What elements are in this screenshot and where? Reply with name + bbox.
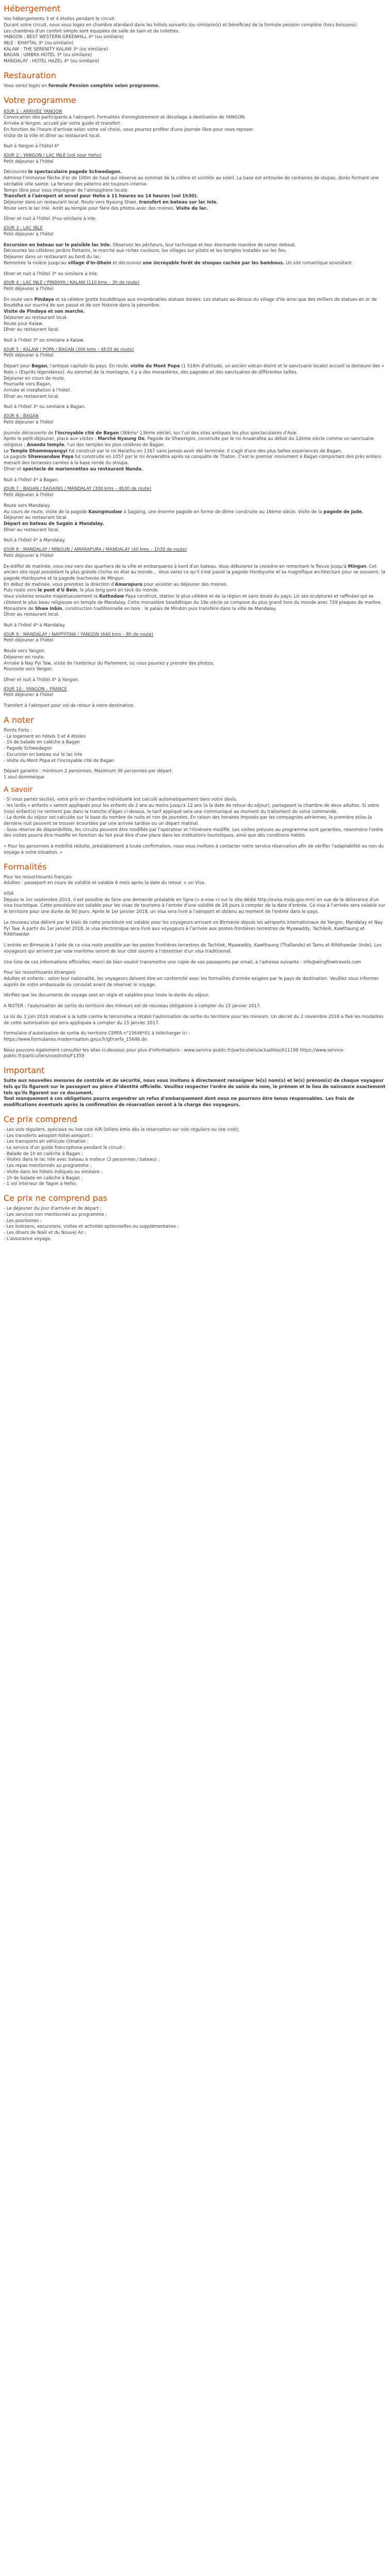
text-run: fut construite en 1057 par le roi Anawrahta après sa conquête de Thaton. C'est le premier monument à Bagan comportant des près entiers menant des terrasses carrées à la base ronde du stoupa. (4, 454, 382, 466)
text-line: Départ garantis : minimum 2 personnes. Maximum 36 personnes par départ. (4, 769, 173, 774)
text-run: Départ pour (4, 364, 32, 369)
text-line: - Visite dans les hôtels indiqués ou similaire ; (4, 1169, 103, 1175)
bold-text: Marché Nyaung Oo (97, 436, 145, 442)
text-line (4, 206, 387, 212)
text-line: - Les vols réguliers, spéciaux ou low cost A/R (billets émis dès la réservation sur vols réguliers ou low cost); (4, 1127, 239, 1132)
spacer (4, 644, 387, 649)
paragraph-block (4, 797, 387, 856)
text-run: En début de matinée, vous prendrez la direction d' (4, 582, 115, 587)
text-line: Transfert à l'aéroport pour vol de retour à votre destination. (4, 703, 135, 709)
text-line: Arrivée et installation à l'hôtel. (4, 388, 71, 394)
text-line: Adultes : passeport en cours de validité et valable 6 mois après la date du retour + un Visa. (4, 880, 206, 886)
text-line (4, 588, 387, 594)
text-line: Points Forts : (4, 728, 32, 733)
text-line: Dîner au restaurant local. (4, 394, 60, 399)
text-line: - La durée du séjour est calculée sur la base du nombre de nuits et non de journées. En raison des horaires imposés par les compagnies aériennes, la première et/ou la dernière nuit peuvent se trouver écourtées par une arrivée tardive ou un départ matinal. (4, 815, 372, 826)
text-line: - Les dîners de Noël et du Nouvel An ; (4, 1230, 87, 1236)
text-run: Journée découverte de (4, 430, 55, 436)
text-line: - Le logement en hôtels 3 et 4 étoiles (4, 734, 86, 739)
text-line: Petit déjeuner à l'hôtel (4, 159, 54, 164)
bold-text: Bagan (31, 364, 47, 369)
paragraph-block (4, 1078, 387, 1109)
text-run: Après le petit-déjeuner, place aux visites : (4, 436, 98, 442)
text-line (4, 170, 387, 176)
text-line: - les lardis « enfants » seront appliqués pour les enfants de 2 ans au moins jusqu'à 12 ans (à la date de retour du séjour), partageant la chambre de deux adultes. Si votre (nos) enfant(s) ne rentrent pas dans la tranche d'âges ci-dessus, le tarif appliqué sera une communiqué au moment du traitement de votre commande. (4, 803, 379, 815)
paragraph-block (4, 16, 387, 65)
text-line (4, 606, 387, 613)
text-line (4, 582, 387, 588)
text-line: Formulaire d'autorisation de sortie du territoire CERFA n°15646*01 à télécharger ici : (4, 1031, 190, 1037)
text-line: Adultes et enfants : selon leur nationalité, les voyageurs doivent être en conformité avec les formalités d'entrée exigées par le pays de destination. Veuillez vous informer auprès de votre ambassade ou consulat avant de réserver le voyage. (4, 976, 379, 988)
bold-text: Mingun (348, 564, 367, 569)
section-subtitle: A savoir (4, 785, 33, 794)
text-line: En fonction de l'heure d'arrivée selon votre vol choisi, vous pourrez profiter d'une journée libre pour vous reposer. (4, 127, 254, 132)
text-line (4, 1096, 387, 1108)
text-run: , l'un des temples les plus célèbres de Bagan. (64, 443, 165, 448)
text-run: En route vers (4, 297, 35, 302)
spacer (4, 293, 387, 297)
text-line: L'entrée en Birmanie à l'aide de ce visa reste possible par les postes frontières terrestres de Tachilek, Myawaddy, Kawthaung (Thaïlande) et Tamu et Rihkhawdar (Inde). Les voyageurs qui arrivent par voie maritime seront de leur côté soumis à l'obtention d'un visa traditionnel. (4, 943, 382, 954)
text-run: Puis route vers (4, 588, 38, 594)
bold-text: visite du Mont Popa (131, 364, 180, 369)
text-line: Nous pouvons également consulter les sites ci-dessous pour plus d'informations : www.service-public.fr/particuliers/actualites/A11199 https://www.service-public.fr/particuliers/vosdroits/F1359 (4, 1047, 345, 1059)
bold-text: le spectaculaire pagode Schwedagon. (28, 170, 122, 175)
text-line: Route vers Yangon. (4, 649, 46, 654)
text-line (4, 200, 387, 206)
paragraph-block (4, 1127, 387, 1188)
day-title: JOUR 1 : ARRIVÉE YANGON (4, 109, 62, 114)
text-line: Durant votre circuit, nous vous logez en chambre standard dans les hôtels suivants (ou similaire(s) et bénéficiez de la formule pension complète (hors boissons). (4, 22, 358, 28)
text-line: Déjeuner en route. (4, 654, 45, 660)
text-line: Pour les ressortissants étrangers (4, 970, 76, 976)
text-line: Convocation des participants à l'aéroport. Formalités d'enregistrement et décollage à destination de YANGON. (4, 115, 246, 121)
spacer (4, 916, 387, 920)
text-line: Petit déjeuner à l'hôtel (4, 353, 54, 359)
text-line: - Visite du Mont Popa et l'incroyable cité de Bagan (4, 758, 115, 764)
spacer (4, 359, 387, 364)
text-run: , le plus long pont en teck du monde. (77, 588, 159, 594)
text-line: Dîner et nuit à l'hôtel 3* ou similaire à Inle. (4, 271, 99, 277)
text-run: (1 518m d'altitude, un ancien volcan éteint et le sanctuaire locale) accueil la demeure des « Nats » (Esprits légendaires). Au sommet de la montagne, il y a des monastères, des pagodes et des sanctuaires de différentes tailles. (4, 364, 384, 375)
text-run: Remontée la rivière jusqu'au (4, 260, 68, 266)
text-run: Dîner et (4, 466, 23, 472)
text-line: Dîner et nuit à l'hôtel 4* à Yangon. (4, 677, 79, 683)
spacer (4, 673, 387, 677)
bold-text: Tout manquement à ces obligations pourra engendrer un refus d'embarquement dont nous ne pourrons être tenus responsables. Les frais de modifications éventuels après la confirmation de réservation seront à la charge des voyageurs. (4, 1096, 354, 1108)
text-line: INLE : KHAYTAL 3* (ou similaire) (4, 40, 74, 46)
paragraph-block (4, 553, 387, 629)
spacer (4, 499, 387, 503)
spacer (4, 1026, 387, 1031)
bold-text: l'incroyable cité de Bagan (55, 430, 119, 436)
paragraph-block (4, 232, 387, 277)
text-line: Vos hébergements 3 et 4 étoiles pendant le circuit. (4, 16, 116, 22)
text-line (4, 436, 387, 448)
text-run: Monastère de (4, 606, 35, 612)
text-line: - Balade de 1h en calèche à Bagan ; (4, 1151, 83, 1157)
text-run: Le (4, 448, 10, 454)
paragraph-block (4, 728, 387, 781)
bold-text: spectacle de marionnettes au restaurant Nanda. (22, 466, 143, 472)
day-title: JOUR 9 : MANDALAY / NAYPYITAW / YANGON (640 kms – 8h de route) (4, 632, 154, 637)
paragraph-block (4, 692, 387, 709)
text-line (4, 364, 387, 376)
section-title: A noter (4, 715, 34, 725)
text-run: Déjeuner dans un restaurant local. Route vers Nyaung Shwe, (4, 200, 139, 206)
text-run: Un site romantique envoûtant. (284, 260, 353, 266)
day-title: JOUR 7 : BAGAN / SAGAING / MANDALAY (300 kms – 4h30 de route) (4, 486, 152, 492)
text-line: - Le déjeuner du jour d'arrivée et de départ ; (4, 1206, 102, 1212)
text-run: et sa célèbre grotte bouddhique aux innombrables statues dorées. Les statues au-dessus du village d'Ile ainsi que des milliers de statues en or de Bouddha sur ouvrira de son passé et de son histoire dans la pénombre. (4, 297, 377, 309)
text-line: Petit déjeuner à l'hôtel (4, 286, 54, 292)
bold-text: Temple Dhammayangyi (10, 448, 68, 454)
text-line: Visite de la ville et dîner au restaurant local. (4, 133, 101, 139)
text-line: Arrivée à Yangon, accueil par votre guide et transfert. (4, 121, 122, 127)
spacer (4, 999, 387, 1004)
text-line: Vérifiez que les documents de voyage sont en règle et valables pour toute la durée du séjour. (4, 993, 209, 998)
paragraph-block (4, 420, 387, 483)
text-line: Depuis le 1er septembre 2014, il est possible de faire une demande préalable en ligne (« e-visa ») sur le site dédié http://evisa.moip.gov.mm/ en vue de la délivrance d'un visa touristique. Cette procédure est valable pour les visas de tourisme à l'entrée d'une validité de 28 jours à compter de la date d'entrée. Ce visa à l'arrivée sera valable sur le territoire pour une durée de 90 jours. Après le 1er janvier 2018, un visa sera livré à l'aéroport et obtenu au moment de l'entrée dans le pays. (4, 897, 385, 915)
bold-text: Visite du lac. (176, 206, 208, 211)
text-line (4, 564, 387, 582)
text-line: - Les repas mentionnés au programme ; (4, 1163, 92, 1169)
text-run: à Sagaing, une énorme pagode en forme de dôme construite au 16ème siècle. Visite de la (122, 509, 324, 515)
text-line: BAGAN : UMBRA HOTEL 3* (ou similaire) (4, 53, 92, 58)
text-line: Temps libre pour vous imprégner de l'atmosphère locale. (4, 188, 129, 193)
spacer (4, 1010, 387, 1014)
bold-text: Transfert à l'aéroport et envol pour Heho à 11 heures ou 14 heures (vol 1h30). (4, 194, 199, 199)
text-line: - 1h de balade en calèche à Bagan ; (4, 1175, 83, 1181)
text-line: Découvrez les célèbres jardins flottants, le marché aux riches couleurs, les villages sur pilotis et les temples installés sur les îles. (4, 248, 287, 254)
bold-text: le pont d'U Bein (37, 588, 77, 594)
text-line: VISA (4, 891, 14, 897)
section-title: Formalités (4, 861, 47, 872)
text-line: Nuit à l'hôtel 4* à Bagan. (4, 477, 59, 483)
section-title: Hébergement (4, 4, 61, 13)
page (0, 0, 391, 1242)
text-line: Une liste de ces informations officielles, merci de bien vouloir transmettre une copie de vos passeports par email, à l'adresse suivante : info@wingflowtravels.com (4, 959, 361, 965)
text-run: (36kms² 13ème siècle), sur l'un des sites antiques les plus spectaculaires d'Asie. (119, 430, 298, 436)
text-line: Petit déjeuner à l'hôtel (4, 553, 54, 558)
paragraph-block (4, 353, 387, 411)
text-line: KALAW : THE SERENITY KALAW 3* (ou similaire) (4, 46, 108, 52)
text-line: - Les pourboires ; (4, 1218, 42, 1224)
text-line (4, 431, 387, 437)
text-line: Dîner au restaurant local. (4, 612, 60, 618)
spacer (4, 618, 387, 623)
text-run: pour assister au déjeuner des moines. (142, 582, 228, 587)
text-line: - L'assurance voyage. (4, 1236, 52, 1242)
day-title: JOUR 2 : YANGON / LAC INLE (vol pour Heho) (4, 153, 102, 159)
spacer (4, 965, 387, 970)
text-line: Déjeuner en cours de route. (4, 376, 66, 381)
text-line (4, 449, 387, 455)
text-line: Dîner au restaurant local. (4, 527, 60, 533)
text-line: Arrivée à Nay Pyi Taw, visite de l'extérieur du Parlement, où vous pourrez y prendre des photos. (4, 660, 215, 666)
text-run: Paya construit, station le plus célèbre et de la région et sans doute du pays. Lic ses sculptures et raffinées qui se côtoient le plus beau religieuse en temple de Mandalay. Cette monastère bouddhique du 19e siècle se compose du plus grand livre du monde avec 729 plaques de marbre. (4, 594, 382, 605)
spacer (4, 887, 387, 891)
spacer (4, 238, 387, 243)
text-line: Petit déjeuner à l'hôtel (4, 638, 54, 643)
paragraph-block (4, 115, 387, 150)
text-line: Poursuite vers Yangon. (4, 667, 54, 672)
day-title: JOUR 10 : YANGON – FRANCE (4, 686, 68, 692)
text-line (4, 297, 387, 309)
day-title: JOUR 8 : MANDALAY / MINGUN / AMARAPURA / MANDALAY (40 kms – 1h30 de route) (4, 547, 187, 553)
text-line: A NOTER : l'autorisation de sortie du territoire des mineurs est de nouveau obligatoire à compter du 15 janvier 2017. (4, 1004, 262, 1009)
text-line: Route pour Kalaw. (4, 321, 43, 327)
text-run: et découvrez (111, 260, 143, 266)
spacer (4, 1043, 387, 1048)
text-line: Pour les ressortissants français (4, 874, 72, 880)
text-line (4, 261, 387, 267)
spacer (4, 139, 387, 144)
text-line: 1 seul dommeique (4, 775, 44, 781)
paragraph-block (4, 286, 387, 344)
text-line: Route vers Mandalay. (4, 503, 51, 509)
bold-text: une incroyable forêt de stoupas cachée par les bambous. (142, 260, 285, 266)
text-run: Découvrez (4, 170, 28, 175)
spacer (4, 839, 387, 844)
text-run: , construction traditionnelle en bois : le palais de Mindon puis transféré dans la ville de Mandalay. (62, 606, 277, 612)
text-run: Vous serez logés en (4, 83, 48, 89)
paragraph-block (4, 493, 387, 544)
text-line: Les chambres d'un confort simple sont équipées de salle de bain et de toilettes. (4, 28, 180, 34)
text-line: Déjeuner dans un restaurant au bord du lac. (4, 255, 101, 260)
spacer (4, 426, 387, 431)
text-line (4, 83, 387, 90)
text-line: - Le service d'un guide francophone pendant le circuit ; (4, 1145, 125, 1151)
paragraph-block (4, 1206, 387, 1242)
bold-text: Visite de Pindaya et son marché. (4, 309, 85, 315)
spacer (4, 764, 387, 769)
text-line: Petit déjeuner à l'hôtel (4, 692, 54, 698)
text-line: « Pour les personnes à mobilité réduite, préalablement à toute confirmation, nous vous invitons à contacter notre service réservation afin de vérifier l'adaptabilité ou non du voyage à votre situation. » (4, 844, 384, 855)
bold-text: Amarapura (115, 582, 142, 587)
text-line: - Excursion en bateau sur le lac Inle (4, 752, 83, 757)
section-title: Important (4, 1065, 45, 1076)
text-line (4, 594, 387, 606)
text-line (4, 309, 387, 315)
bold-text: Suite aux nouvelles mesures de contrôle et de sécurité, nous vous invitons à directement renseigner le(s) nom(s) et le(s) prénom(s) de chaque voyageur tels qu'ils figurent sur le passeport ou pièce d'identité officielle. Veuillez respecter l'ordre de saisie du nom, le prénom et le lieu de naissance exactement tels qu'ils figurent sur ce document. (4, 1078, 386, 1096)
text-line (4, 454, 387, 466)
text-line: - 1h de balade en calèche à Bagan (4, 740, 80, 745)
bold-text: Ananda temple (26, 443, 64, 448)
bold-text: Shwe Inbin (35, 606, 62, 612)
bold-text: Kaungmudaw (88, 509, 122, 515)
bold-text: transfert en bateau sur lac Inle. (139, 200, 218, 206)
text-line: Déjeuner au restaurant local. (4, 315, 68, 320)
text-line (4, 467, 387, 473)
section-title: Ce prix ne comprend pas (4, 1193, 107, 1204)
text-line: Nuit à l'hôtel 3* ou similaire à Bagan. (4, 404, 86, 410)
text-line: - Les transports en véhicule climatisé ; (4, 1139, 89, 1145)
text-run: fut construit par le roi Narathu en 1167 sans jamais avoir été terminée. Il s'agit d'une des plus belles expériences de Bagan. (67, 448, 343, 454)
spacer (4, 333, 387, 338)
bold-text: pagode de Jade. (323, 509, 364, 515)
spacer (4, 699, 387, 703)
text-line: Le loi du 3 juin 2016 relative à la lutte contre le terrorisme a rétabli l'autorisation de sortie du territoire pour les mineurs. Un décret du 2 novembre 2016 a fixé les modalités de cette autorisation qui sera appliquée à compter du 15 janvier 2017. (4, 1014, 384, 1026)
text-line: - Les transferts aéroport-hôtel-aéroport ; (4, 1133, 93, 1139)
text-line: Petit déjeuner à l'hôtel (4, 493, 54, 498)
text-line: Dîner et nuit à l'hôtel 3*ou similaire à Inle. (4, 216, 97, 222)
spacer (4, 267, 387, 272)
text-line: Poursuite vers Bagan. (4, 382, 52, 387)
text-line: Dîner au restaurant local. (4, 327, 60, 333)
day-title: JOUR 4 : LAC INLE / PINDAYA / KALAW (110 kms – 3h de route) (4, 280, 140, 286)
text-run: Au cours de route, visite de la pagode (4, 509, 89, 515)
text-line (4, 194, 387, 200)
text-line: - Si vous partez seul(e), votre prix en chambre individuelle est calculé automatiquement dans votre devis. (4, 797, 237, 803)
spacer (4, 560, 387, 564)
day-title: JOUR 5 : KALAW / POPA / BAGAN (300 kms – 6h30 de route) (4, 347, 134, 352)
text-line: - 1 vol intérieur de Yagon à Heho. (4, 1181, 77, 1187)
spacer (4, 938, 387, 943)
paragraph-block (4, 638, 387, 683)
text-line: https://www.formulaires.modernisation.gouv.fr/gf/cerfa_15646.do (4, 1037, 147, 1042)
text-line (4, 243, 387, 249)
text-line: Nuit à Yangon à l'hôtel 4* (4, 144, 59, 149)
section-title: Ce prix comprend (4, 1114, 77, 1124)
text-line: Le nouveau visa délivré par le biais de cette procédure est valable pour les voyageurs arrivant en Birmanie depuis les aéroports internationaux de Yangon, Mandalay et Nay Pyi Taw. À partir du 1er janvier 2018, le visa électronique sera livré aux voyageurs à l'arrivée aux postes-frontières terrestres de Myawaddy, Tachileik, Kawthaung et Rihkhawdar. (4, 920, 383, 938)
text-line: Nuit à l'hôtel 4* à Mandalay. (4, 623, 66, 629)
text-run: Observez les pêcheurs, leur technique et leur étonnante manière de ramer debout. (111, 242, 296, 248)
bold-text: Excursion en bateau sur le paisible lac Inle. (4, 242, 111, 248)
bold-text: formule Pension complète selon programme. (48, 83, 160, 89)
text-line: - Les services non mentionnés au programme ; (4, 1212, 107, 1217)
text-run: Route vers le lac Inle. Arrêt au temple pour faire des photos avec des moines. (4, 206, 176, 211)
text-line: MANDALAY : HOTEL HAZEL 4* (ou similaire) (4, 59, 100, 64)
text-line: Nuit à l'hôtel 4* à Mandalay. (4, 538, 66, 544)
text-run: . Cet ancien site royal possédant la plus grande cloche en état au monde… Vous verez ce qu'il s'est passé la pagode Hsinbyume et sa magnifique architecture pour se souvenir, la pagode Hsinbyume et la pagode inachevée de Mingun. (4, 564, 385, 581)
bold-text: Kuthodaw (99, 594, 124, 600)
text-line: Déjeuner au restaurant local. (4, 515, 68, 521)
text-line: Nuit à l'hôtel 3* ou similaire à Kalaw. (4, 337, 85, 343)
text-line: - Visites dans le lac Inle avec bateau à moteur (3 personnes / bateau) ; (4, 1157, 160, 1163)
text-line: - Sous réserve de disponibilités, les circuits peuvent être modifiés par l'opérateur et l'itinéraire modifié. Les visites prévues au programme sont garanties, néanmoins l'ordre des visites pourra être modifié en fonction du fait peut être d'une place dans les institutions touristiques, ainsi que des conditions météo. (4, 827, 383, 839)
text-run: Vous visiterez ensuite majestueusement la (4, 594, 100, 600)
text-line: Petit déjeuner à l'hôtel (4, 231, 54, 237)
paragraph-block (4, 159, 387, 223)
text-run: La pagode (4, 454, 28, 460)
spacer (4, 955, 387, 960)
section-title: Restauration (4, 70, 56, 80)
bold-text: Départ en bateau de Sagain à Mandalay. (4, 521, 104, 527)
bold-text: Pindaya (34, 297, 54, 302)
text-line: - Pagode Schwedagon (4, 746, 52, 752)
text-run: , Pagode de Shwezigon, construite par le roi Anawrahta au début du 12ème siècle comme un sanctuaire religieux ; (4, 436, 374, 448)
text-line (4, 521, 387, 528)
text-line: - Les boissons, excursions, visites et activités optionnelles ou supplémentaires ; (4, 1224, 179, 1230)
section-title: Votre programme (4, 95, 76, 105)
day-title: JOUR 6 : BAGAN (4, 414, 39, 419)
paragraph-block (4, 875, 387, 1060)
text-line (4, 510, 387, 516)
day-title: JOUR 3 : LAC INLE (4, 226, 43, 231)
text-line: Petit déjeuner à l'hôtel (4, 419, 54, 425)
text-run: , l'antique capitale du pays. En route, (47, 364, 131, 369)
text-line: YANGON : BEST WESTERN GREENHILL 4* (ou similaire) (4, 35, 124, 40)
text-run: Ex-édifiel de matinée, vous irez vers des quartiers de la ville et embarquerez à bord d'un bateau. Vous débuterez la croisière en remontant le fleuve jusqu'à (4, 564, 348, 569)
bold-text: village d'In-Dhein (68, 260, 111, 266)
text-line: Admirez l'immense flèche d'or de 100m de haut qui observe au sommet de la colline et scintille au soleil. La base est entourée de centaines de stupas, dorés formant une véritable ville sainte. La ferveur des pèlerins est toujours intense. (4, 176, 379, 187)
paragraph-block (4, 83, 387, 90)
text-line (4, 1078, 387, 1096)
spacer (4, 473, 387, 478)
bold-text: Shwesandaw Paya (28, 454, 74, 460)
